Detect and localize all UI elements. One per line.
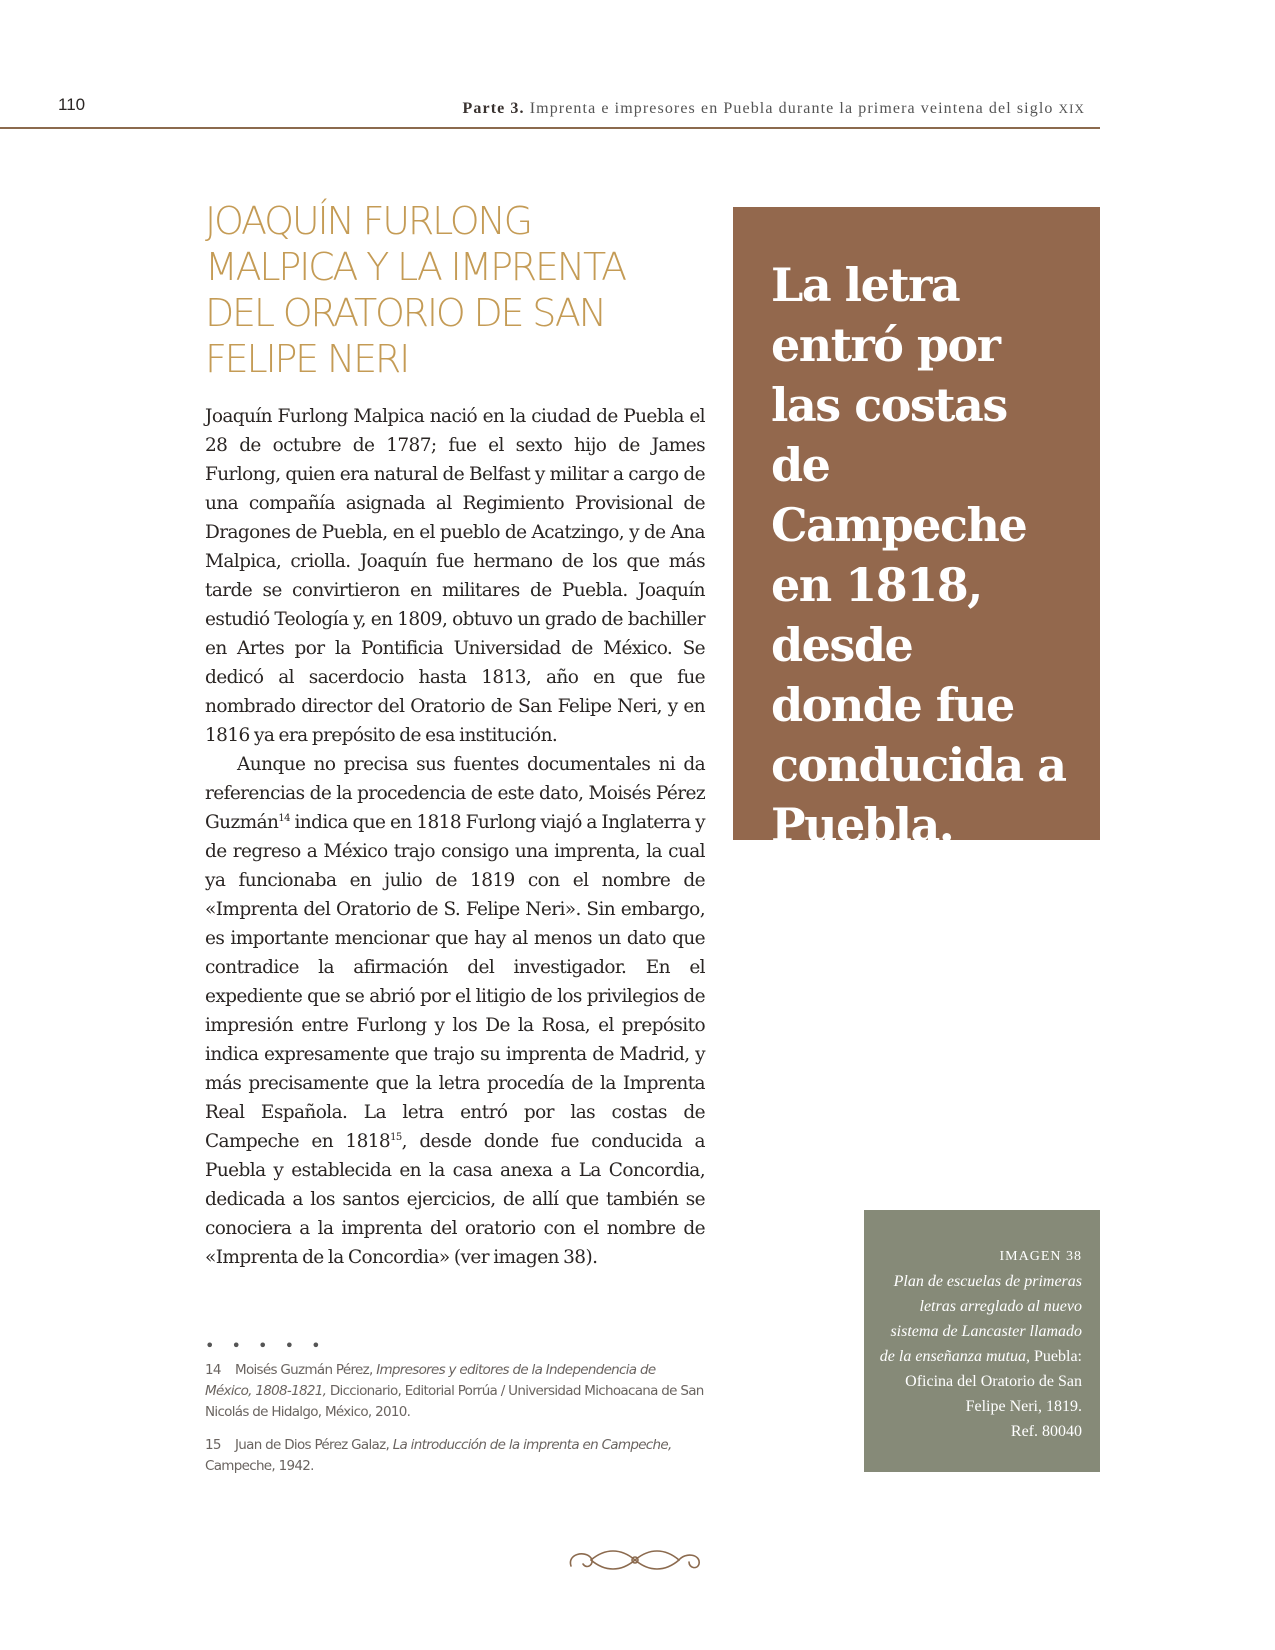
footnote-number: 14 xyxy=(205,1362,221,1378)
caption-text xyxy=(878,1269,1082,1419)
part-title: Imprenta e impresores en Puebla durante la primera veintena del siglo xyxy=(529,100,1054,117)
paragraph-2-part-c: , desde donde fue conducida a Puebla y establecida en la casa anexa a La Concordia, dedicada a los santos ejercicios, de allí que también se conociera a la imprenta del oratorio con el nombre de «Imprenta de la Concordia» (ver imagen 38). xyxy=(205,1131,705,1268)
footnote-14 xyxy=(205,1360,705,1423)
caption-label: IMAGEN 38 xyxy=(999,1249,1082,1264)
paragraph-2 xyxy=(205,750,705,1272)
footnote-number: 15 xyxy=(205,1437,221,1453)
image-caption xyxy=(864,1210,1100,1472)
part-century: XIX xyxy=(1058,101,1085,116)
pull-quote-box xyxy=(733,207,1100,852)
article-body xyxy=(205,402,705,1272)
footnote-15 xyxy=(205,1435,705,1477)
paragraph-2-part-b: indica que en 1818 Furlong viajó a Inglaterra y de regreso a México trajo consigo una imprenta, la cual ya funcionaba en julio de 1819 con el nombre de «Imprenta del Oratorio de S. Felipe Neri». Sin embargo, es importante mencionar que hay al menos un dato que contradice la afirmación del investigador. En el expediente que se abrió por el litigio de los privilegios de impresión entre Furlong y los De la Rosa, el prepósito indica expresamente que trajo su imprenta de Madrid, y más precisamente que la letra procedía de la Imprenta Real Española. La letra entró por las costas de Campeche en 1818 xyxy=(205,812,705,1152)
caption-title: Plan de escuelas de primeras letras arreglado al nuevo sistema de Lancaster llamado de la enseñanza mutua, xyxy=(879,1273,1082,1365)
footnote-work-title: Impresores y editores de la Independencia de México, 1808-1821, xyxy=(205,1362,656,1399)
footnote-work-title: La introducción de la imprenta en Campeche, xyxy=(392,1437,672,1453)
footnote-ref-14: 14 xyxy=(278,812,290,824)
header-rule xyxy=(0,127,1100,129)
running-head xyxy=(463,100,1085,118)
footnote-publication: Campeche, 1942. xyxy=(205,1458,314,1474)
footnote-author: Moisés Guzmán Pérez, xyxy=(235,1362,377,1378)
footnote-ref-15: 15 xyxy=(390,1131,402,1143)
footnote-separator: • • • • • xyxy=(205,1336,327,1355)
paragraph-2-part-a: Aunque no precisa sus fuentes documentales ni da referencias de la procedencia de este dato, Moisés Pérez Guzmán xyxy=(205,754,705,833)
flourish-ornament-icon xyxy=(565,1544,705,1576)
footnotes xyxy=(205,1360,705,1489)
section-title: JOAQUÍN FURLONG MALPICA Y LA IMPRENTA DEL ORATORIO DE SAN FELIPE NERI xyxy=(205,199,625,381)
caption-ref: Ref. 80040 xyxy=(1010,1423,1082,1440)
footnote-author: Juan de Dios Pérez Galaz, xyxy=(235,1437,393,1453)
part-label: Parte 3. xyxy=(462,100,525,117)
pull-quote-text: La letra entró por las costas de Campeche en 1818, desde donde fue conducida a Puebla. xyxy=(771,258,1066,852)
paragraph-1: Joaquín Furlong Malpica nació en la ciudad de Puebla el 28 de octubre de 1787; fue el sexto hijo de James Furlong, quien era natural de Belfast y militar a cargo de una compañía asignada al Regimiento Provisional de Dragones de Puebla, en el pueblo de Acatzingo, y de Ana Malpica, criolla. Joaquín fue hermano de los que más tarde se convirtieron en militares de Puebla. Joaquín estudió Teología y, en 1809, obtuvo un grado de bachiller en Artes por la Pontificia Universidad de México. Se dedicó al sacerdocio hasta 1813, año en que fue nombrado director del Oratorio de San Felipe Neri, y en 1816 ya era prepósito de esa institución. xyxy=(205,406,705,746)
caption-details: Puebla: Oficina del Oratorio de San Felipe Neri, 1819. xyxy=(905,1348,1082,1415)
page-number: 110 xyxy=(58,95,86,114)
footnote-publication: Diccionario, Editorial Porrúa / Universidad Michoacana de San Nicolás de Hidalgo, México, 2010. xyxy=(205,1383,704,1420)
